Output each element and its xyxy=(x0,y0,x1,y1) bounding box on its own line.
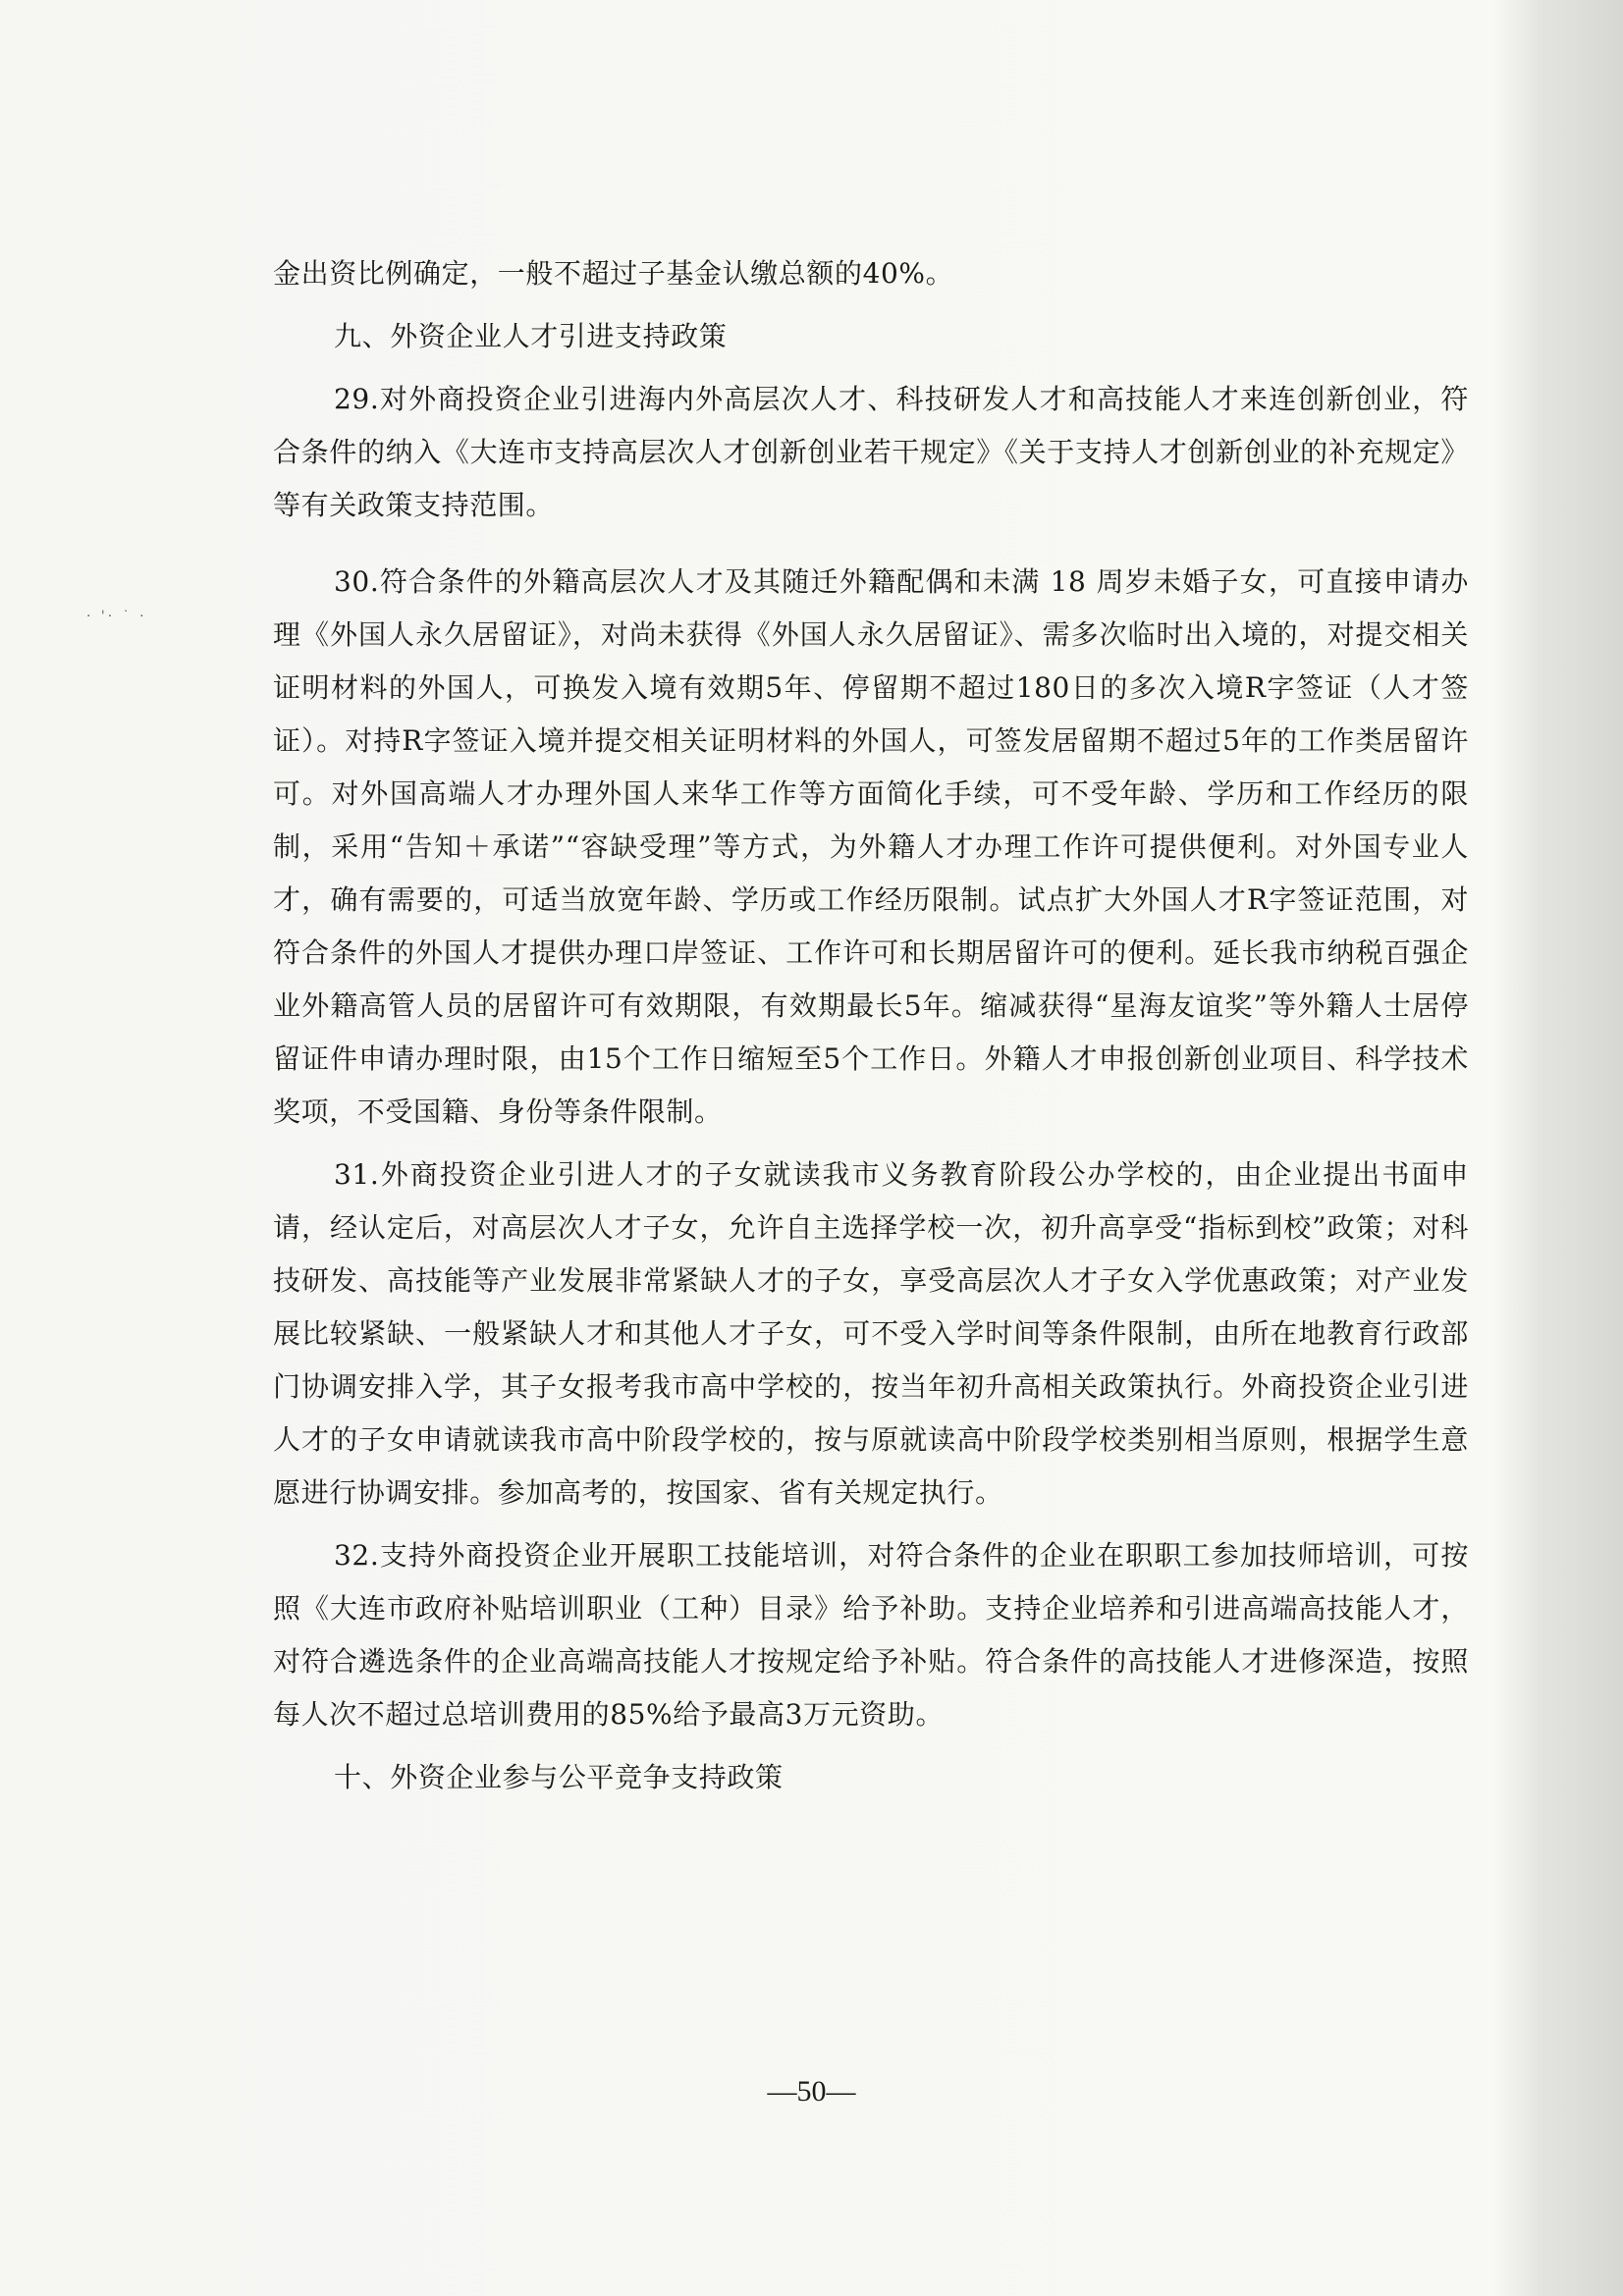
paragraph-item-32: 32.支持外商投资企业开展职工技能培训，对符合条件的企业在职职工参加技师培训，可按照《大连市政府补贴培训职业（工种）目录》给予补助。支持企业培养和引进高端高技能人才，对符合遴选条件的企业高端高技能人才按规定给予补贴。符合条件的高技能人才进修深造，按照每人次不超过总培训费用的85%给予最高3万元资助。 xyxy=(273,1539,1469,1731)
paragraph-continuation: 金出资比例确定，一般不超过子基金认缴总额的40%。 xyxy=(273,257,954,290)
paragraph-item-30: 30.符合条件的外籍高层次人才及其随迁外籍配偶和未满 18 周岁未婚子女，可直接申请办理《外国人永久居留证》，对尚未获得《外国人永久居留证》、需多次临时出入境的，对提交相关证明材料的外国人，可换发入境有效期5年、停留期不超过180日的多次入境R字签证（人才签证）。对持R字签证入境并提交相关证明材料的外国人，可签发居留期不超过5年的工作类居留许可。对外国高端人才办理外国人来华工作等方面简化手续，可不受年龄、学历和工作经历的限制，采用“告知＋承诺”“容缺受理”等方式，为外籍人才办理工作许可提供便利。对外国专业人才，确有需要的，可适当放宽年龄、学历或工作经历限制。试点扩大外国人才R字签证范围，对符合条件的外国人才提供办理口岸签证、工作许可和长期居留许可的便利。延长我市纳税百强企业外籍高管人员的居留许可有效期限，有效期最长5年。缩减获得“星海友谊奖”等外籍人士居停留证件申请办理时限，由15个工作日缩短至5个工作日。外籍人才申报创新创业项目、科学技术奖项，不受国籍、身份等条件限制。 xyxy=(273,565,1469,1128)
section-heading-10: 十、外资企业参与公平竞争支持政策 xyxy=(334,1761,784,1793)
paragraph-item-29: 29.对外商投资企业引进海内外高层次人才、科技研发人才和高技能人才来连创新创业，符合条件的纳入《大连市支持高层次人才创新创业若干规定》《关于支持人才创新创业的补充规定》等有关政策支持范围。 xyxy=(273,383,1469,521)
page-number: —50— xyxy=(767,2075,856,2108)
paragraph-item-31: 31.外商投资企业引进人才的子女就读我市义务教育阶段公办学校的，由企业提出书面申请，经认定后，对高层次人才子女，允许自主选择学校一次，初升高享受“指标到校”政策；对科技研发、高技能等产业发展非常紧缺人才的子女，享受高层次人才子女入学优惠政策；对产业发展比较紧缺、一般紧缺人才和其他人才子女，可不受入学时间等条件限制，由所在地教育行政部门协调安排入学，其子女报考我市高中学校的，按当年初升高相关政策执行。外商投资企业引进人才的子女申请就读我市高中阶段学校的，按与原就读高中阶段学校类别相当原则，根据学生意愿进行协调安排。参加高考的，按国家、省有关规定执行。 xyxy=(273,1158,1469,1509)
scan-specks: · '· ˙ · xyxy=(86,609,147,624)
document-body xyxy=(273,247,1469,1804)
section-heading-9: 九、外资企业人才引进支持政策 xyxy=(334,320,728,352)
